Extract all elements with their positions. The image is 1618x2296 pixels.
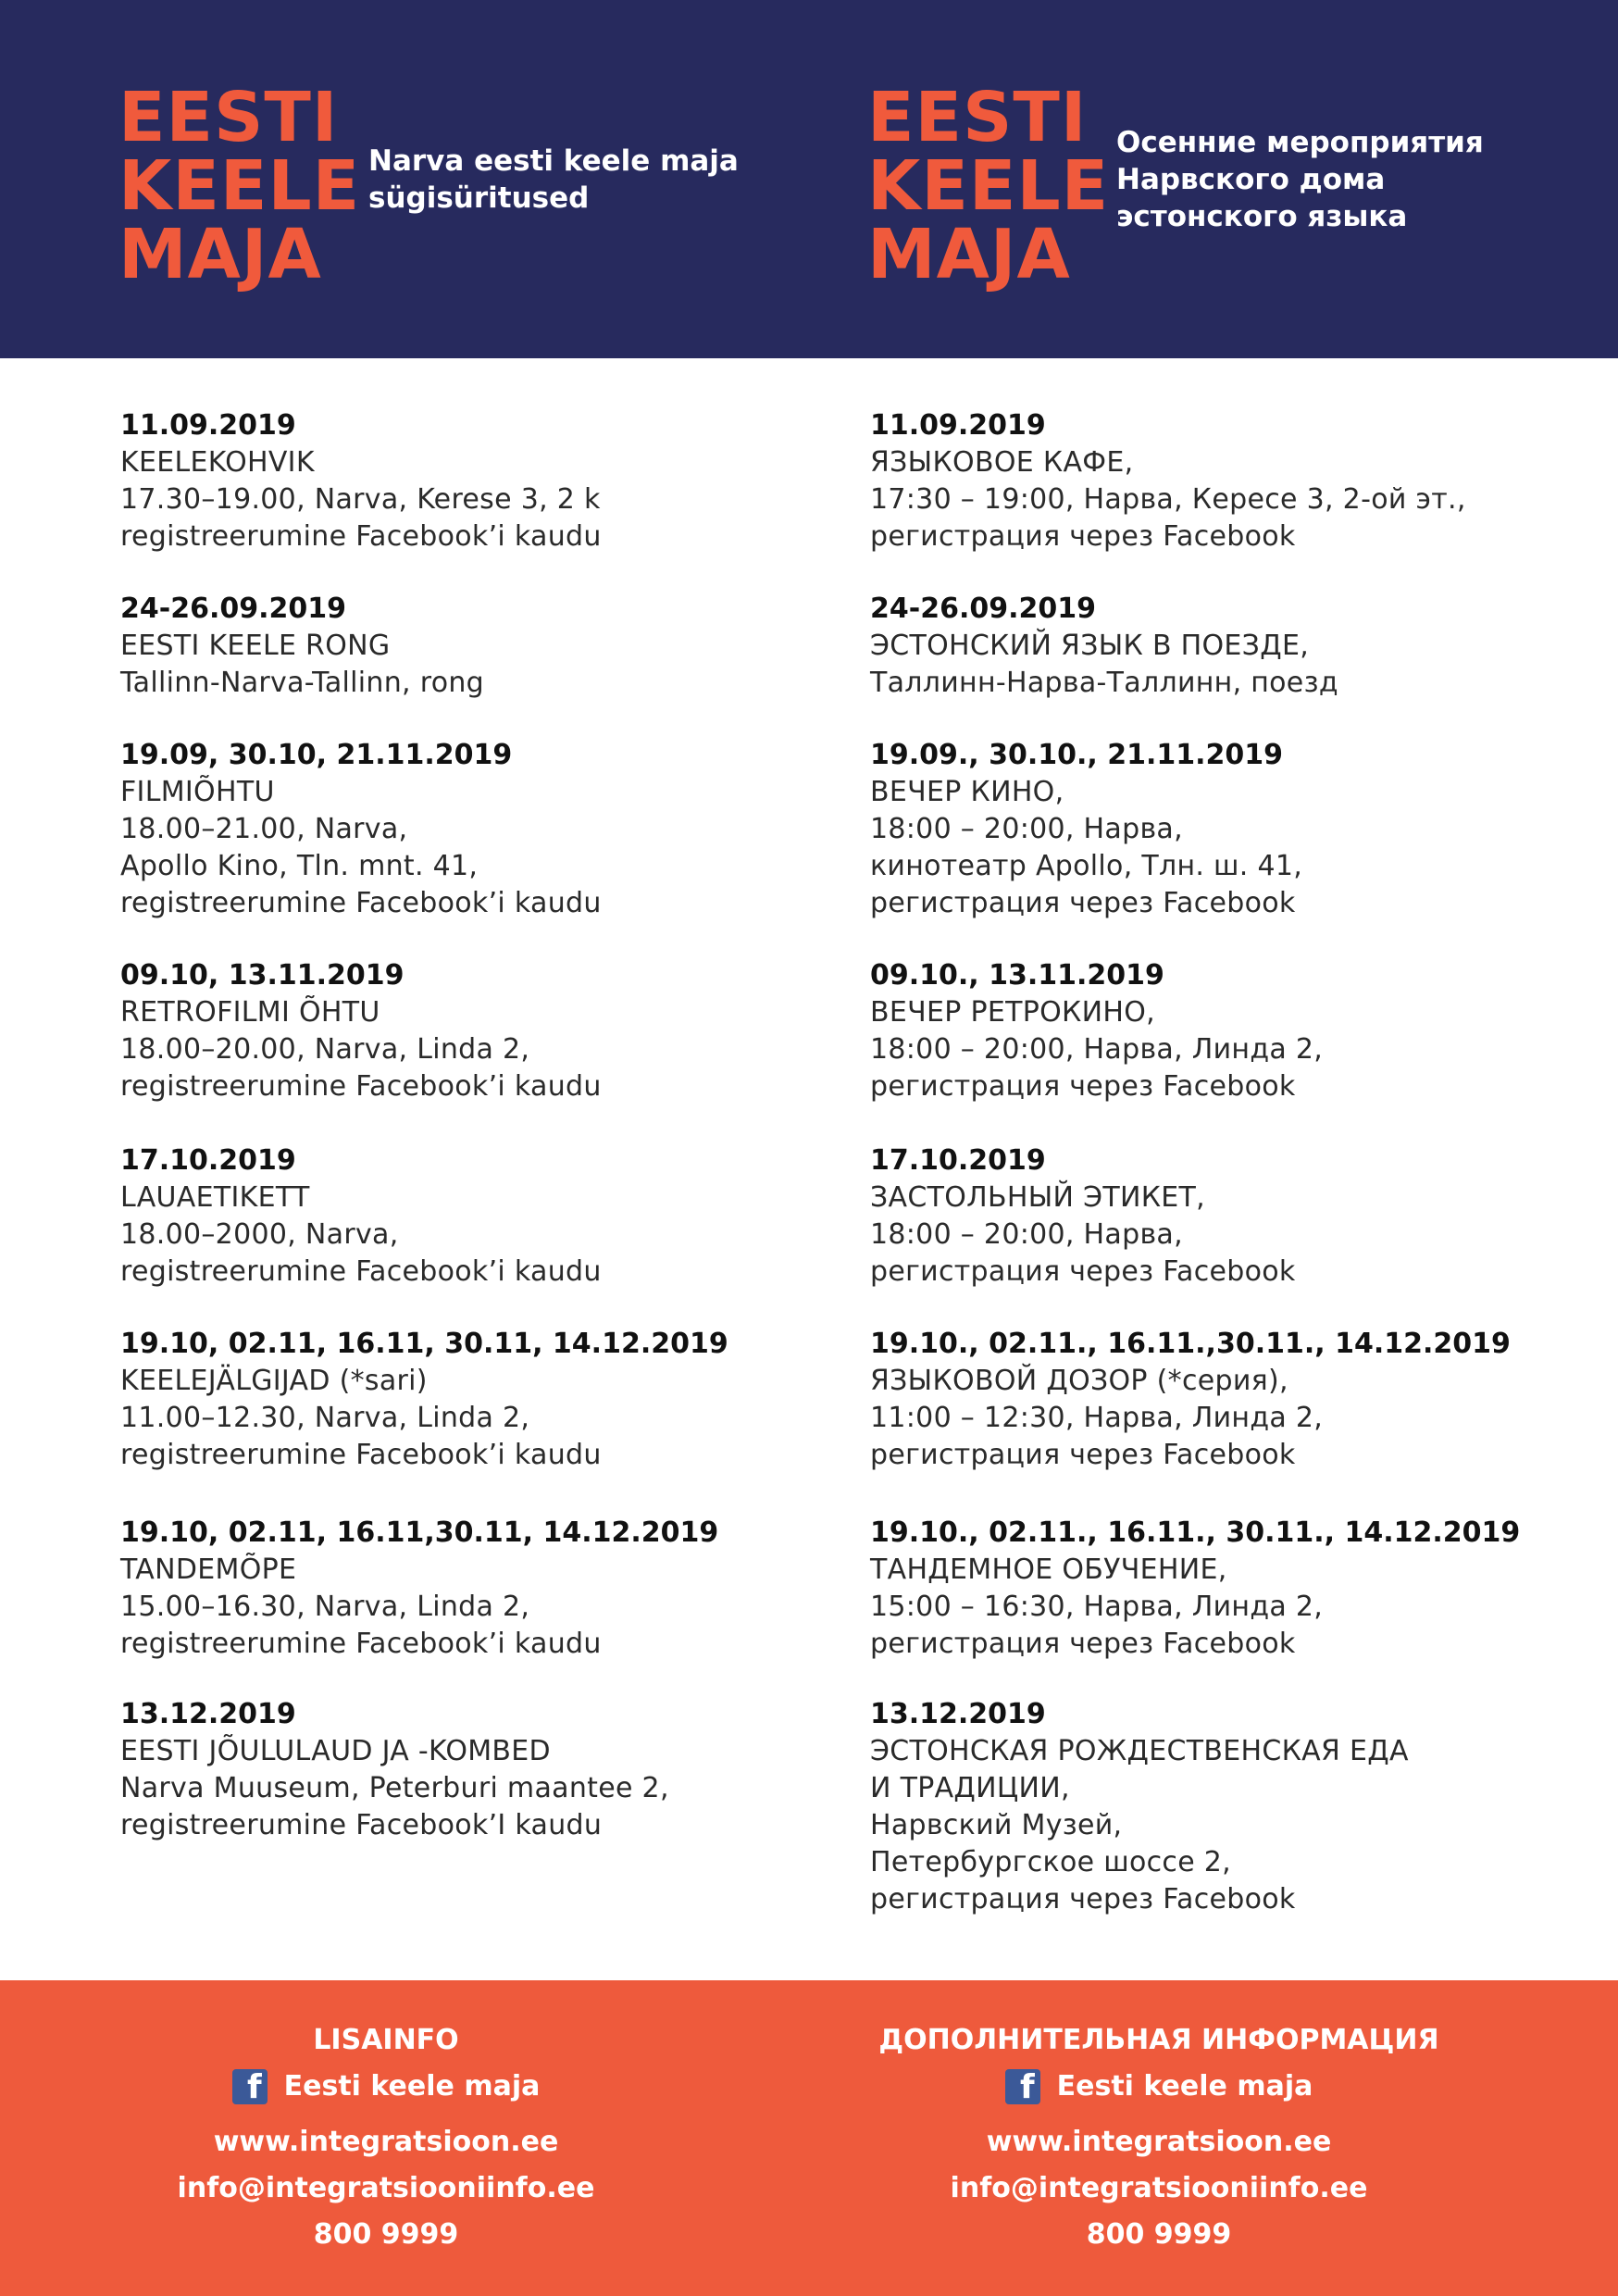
event-item	[120, 1696, 861, 1844]
event-title: ЯЗЫКОВОЙ ДОЗОР (*серия),	[870, 1365, 1288, 1397]
event-detail: registreerumine Facebook’I kaudu	[120, 1809, 603, 1841]
event-item	[870, 407, 1611, 555]
event-spacer	[120, 555, 861, 591]
event-item	[870, 591, 1611, 702]
tagline-line: эстонского языка	[1116, 200, 1408, 233]
event-item	[870, 1515, 1611, 1663]
event-item	[120, 407, 861, 555]
event-spacer	[870, 1474, 1611, 1515]
facebook-link[interactable]: Eesti keele maja	[1056, 2070, 1313, 2103]
event-detail: 17.30–19.00, Narva, Kerese 3, 2 k	[120, 483, 601, 516]
event-date: 19.09, 30.10, 21.11.2019	[120, 739, 513, 771]
event-spacer	[120, 1474, 861, 1515]
event-item	[870, 1326, 1611, 1474]
event-detail: регистрация через Facebook	[870, 520, 1296, 553]
event-title: ЭСТОНСКАЯ РОЖДЕСТВЕНСКАЯ ЕДА	[870, 1735, 1409, 1767]
email-link[interactable]: info@integratsiooniinfo.ee	[177, 2172, 595, 2204]
event-detail: 18:00 – 20:00, Нарва,	[870, 1218, 1183, 1251]
event-detail: 18.00–2000, Narva,	[120, 1218, 399, 1251]
event-title: EESTI JÕULULAUD JA -KOMBED	[120, 1735, 551, 1767]
facebook-link-row[interactable]	[789, 2064, 1529, 2119]
event-detail: registreerumine Facebook’i kaudu	[120, 1439, 602, 1471]
event-detail: регистрация через Facebook	[870, 1255, 1296, 1288]
event-detail: 18:00 – 20:00, Нарва,	[870, 813, 1183, 845]
event-item	[120, 1326, 861, 1474]
website-link[interactable]: www.integratsioon.ee	[986, 2126, 1332, 2158]
event-spacer	[120, 702, 861, 737]
event-spacer	[870, 702, 1611, 737]
event-spacer	[870, 555, 1611, 591]
logo-line: KEELE	[867, 146, 1110, 226]
event-detail: 18:00 – 20:00, Нарва, Линда 2,	[870, 1033, 1324, 1066]
email-link[interactable]: info@integratsiooniinfo.ee	[950, 2172, 1368, 2204]
event-item	[870, 737, 1611, 922]
phone-number: 800 9999	[1086, 2218, 1232, 2251]
event-item	[120, 591, 861, 702]
event-title: ВЕЧЕР РЕТРОКИНО,	[870, 996, 1156, 1029]
event-title: LAUAETIKETT	[120, 1181, 310, 1214]
tagline-russian	[1116, 124, 1484, 235]
event-item	[870, 957, 1611, 1105]
events-column-russian	[870, 407, 1611, 1918]
event-spacer	[120, 1663, 861, 1696]
event-title: TANDEMÕPE	[120, 1554, 297, 1586]
event-date: 13.12.2019	[120, 1698, 296, 1730]
event-detail: Таллинн-Нарва-Таллинн, поезд	[870, 667, 1338, 699]
header	[0, 0, 1618, 358]
event-detail: 17:30 – 19:00, Нарва, Кересе 3, 2-ой эт.,	[870, 483, 1466, 516]
event-date: 11.09.2019	[120, 409, 296, 442]
logo-line: EESTI	[118, 78, 339, 157]
event-title: KEELEJÄLGIJAD (*sari)	[120, 1365, 428, 1397]
website-link[interactable]: www.integratsioon.ee	[213, 2126, 559, 2158]
logo-line: KEELE	[118, 146, 361, 226]
event-title: ЗАСТОЛЬНЫЙ ЭТИКЕТ,	[870, 1181, 1206, 1214]
event-date: 09.10., 13.11.2019	[870, 959, 1164, 992]
event-detail: регистрация через Facebook	[870, 887, 1296, 919]
event-date: 13.12.2019	[870, 1698, 1046, 1730]
event-title: ВЕЧЕР КИНО,	[870, 776, 1064, 808]
facebook-link-row[interactable]	[16, 2064, 756, 2119]
event-item	[120, 957, 861, 1105]
event-date: 17.10.2019	[870, 1144, 1046, 1177]
event-title: FILMIÕHTU	[120, 776, 275, 808]
event-date: 19.10., 02.11., 16.11., 30.11., 14.12.2019	[870, 1516, 1521, 1549]
facebook-icon	[1005, 2069, 1040, 2104]
event-detail: 11.00–12.30, Narva, Linda 2,	[120, 1402, 530, 1434]
event-date: 19.10., 02.11., 16.11.,30.11., 14.12.2019	[870, 1328, 1511, 1360]
event-title: ТАНДЕМНОЕ ОБУЧЕНИЕ,	[870, 1554, 1227, 1586]
event-title: ЯЗЫКОВОЕ КАФЕ,	[870, 446, 1134, 479]
event-detail: И ТРАДИЦИИ,	[870, 1772, 1070, 1804]
event-date: 09.10, 13.11.2019	[120, 959, 404, 992]
events-column-estonian	[120, 407, 861, 1844]
event-item	[120, 737, 861, 922]
event-title: RETROFILMI ÕHTU	[120, 996, 380, 1029]
logo	[118, 78, 361, 294]
logo-line: MAJA	[867, 215, 1071, 294]
event-detail: registreerumine Facebook’i kaudu	[120, 1070, 602, 1103]
footer-info-russian	[789, 2017, 1529, 2258]
event-item	[120, 1515, 861, 1663]
event-date: 11.09.2019	[870, 409, 1046, 442]
event-detail: регистрация через Facebook	[870, 1628, 1296, 1660]
event-title: EESTI KEELE RONG	[120, 630, 391, 662]
logo-line: MAJA	[118, 215, 322, 294]
event-detail: registreerumine Facebook’i kaudu	[120, 887, 602, 919]
footer-title: LISAINFO	[313, 2024, 459, 2056]
facebook-icon	[232, 2069, 268, 2104]
event-detail: кинотеатр Apollo, Тлн. ш. 41,	[870, 850, 1303, 882]
logo-line: EESTI	[867, 78, 1088, 157]
event-item	[120, 1142, 861, 1291]
event-date: 19.09., 30.10., 21.11.2019	[870, 739, 1284, 771]
tagline-line: Осенние мероприятия	[1116, 126, 1484, 159]
event-detail: Tallinn-Narva-Tallinn, rong	[120, 667, 485, 699]
event-date: 19.10, 02.11, 16.11,30.11, 14.12.2019	[120, 1516, 719, 1549]
tagline-line: Narva eesti keele maja	[368, 144, 739, 178]
event-spacer	[870, 1663, 1611, 1696]
event-detail: registreerumine Facebook’i kaudu	[120, 1628, 602, 1660]
event-date: 24-26.09.2019	[870, 593, 1096, 625]
footer	[0, 1980, 1618, 2296]
event-spacer	[870, 1291, 1611, 1326]
event-spacer	[120, 1291, 861, 1326]
event-date: 19.10, 02.11, 16.11, 30.11, 14.12.2019	[120, 1328, 728, 1360]
event-detail: registreerumine Facebook’i kaudu	[120, 1255, 602, 1288]
event-detail: 15.00–16.30, Narva, Linda 2,	[120, 1591, 530, 1623]
tagline-estonian	[368, 143, 739, 217]
event-spacer	[870, 922, 1611, 957]
phone-number: 800 9999	[313, 2218, 459, 2251]
event-detail: 18.00–21.00, Narva,	[120, 813, 408, 845]
event-detail: регистрация через Facebook	[870, 1439, 1296, 1471]
event-detail: registreerumine Facebook’i kaudu	[120, 520, 602, 553]
event-item	[870, 1142, 1611, 1291]
event-detail: Narva Muuseum, Peterburi maantee 2,	[120, 1772, 669, 1804]
footer-info-estonian	[16, 2017, 756, 2258]
event-detail: регистрация через Facebook	[870, 1070, 1296, 1103]
event-detail: Apollo Kino, Tln. mnt. 41,	[120, 850, 479, 882]
event-item	[870, 1696, 1611, 1918]
logo	[867, 78, 1110, 294]
event-detail: Нарвский Музей,	[870, 1809, 1123, 1841]
event-detail: Петербургское шоссе 2,	[870, 1846, 1232, 1878]
event-detail: 18.00–20.00, Narva, Linda 2,	[120, 1033, 530, 1066]
event-detail: 15:00 – 16:30, Нарва, Линда 2,	[870, 1591, 1324, 1623]
tagline-line: sügisüritused	[368, 181, 590, 215]
event-title: ЭСТОНСКИЙ ЯЗЫК В ПОЕЗДЕ,	[870, 630, 1310, 662]
event-title: KEELEKOHVIK	[120, 446, 315, 479]
facebook-link[interactable]: Eesti keele maja	[283, 2070, 541, 2103]
event-date: 24-26.09.2019	[120, 593, 346, 625]
event-date: 17.10.2019	[120, 1144, 296, 1177]
event-spacer	[120, 1105, 861, 1142]
tagline-line: Нарвского дома	[1116, 163, 1386, 196]
event-detail: регистрация через Facebook	[870, 1883, 1296, 1915]
event-detail: 11:00 – 12:30, Нарва, Линда 2,	[870, 1402, 1324, 1434]
event-spacer	[120, 922, 861, 957]
footer-title: ДОПОЛНИТЕЛЬНАЯ ИНФОРМАЦИЯ	[878, 2024, 1439, 2056]
event-spacer	[870, 1105, 1611, 1142]
